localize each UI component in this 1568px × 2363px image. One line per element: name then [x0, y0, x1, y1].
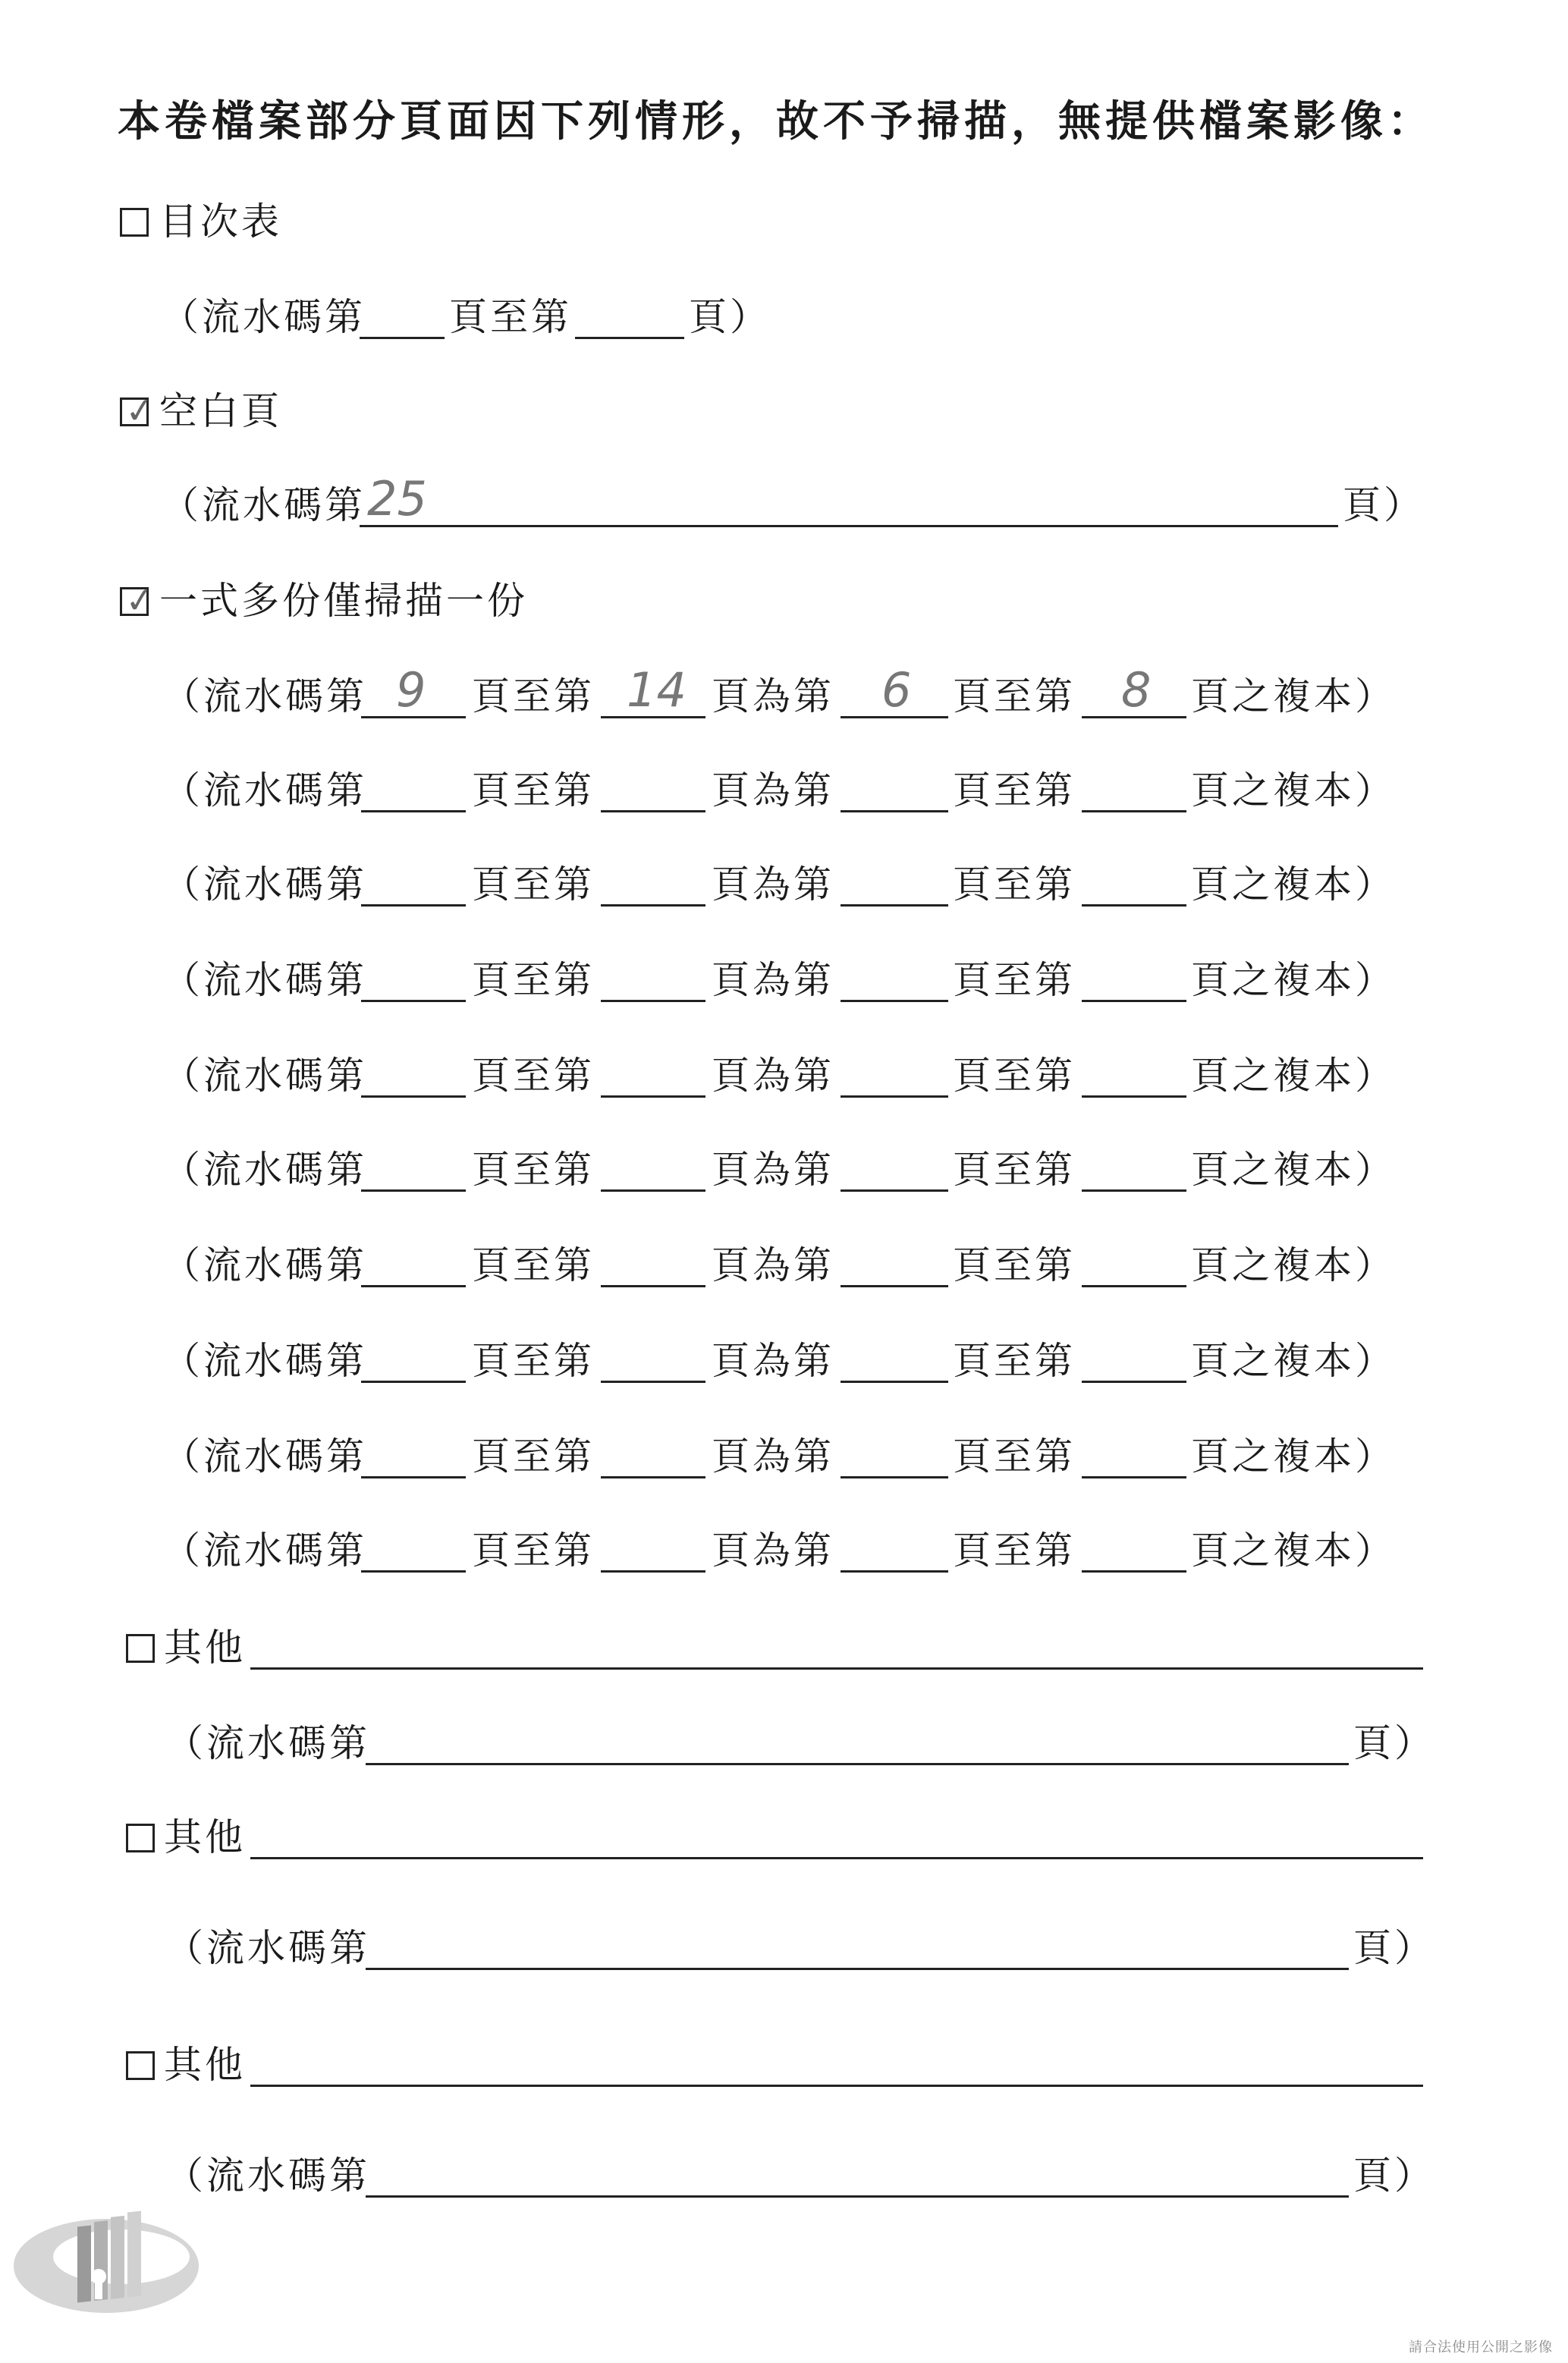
other-close: 頁）: [1353, 1926, 1435, 1970]
copy-end-label: 頁之複本）: [1191, 1529, 1396, 1573]
check-mark-icon: ✓: [123, 388, 157, 432]
other-description-blank[interactable]: [250, 1667, 1423, 1670]
serial-prefix: （流水碼第: [161, 295, 366, 339]
serial-prefix: （流水碼第: [162, 1243, 367, 1287]
page-as-label: 頁為第: [712, 1434, 834, 1478]
copy-end-label: 頁之複本）: [1191, 958, 1396, 1002]
footer-notice: 請合法使用公開之影像: [1409, 2339, 1553, 2355]
to-page-blank[interactable]: [601, 1095, 705, 1098]
blank-serial-value: 25: [367, 471, 427, 526]
from-page-blank[interactable]: [361, 1381, 466, 1383]
copy-end-label: 頁之複本）: [1191, 1054, 1396, 1098]
other-serial-row: [0, 1720, 1568, 1781]
other-serial-row: [0, 2153, 1568, 2214]
copy-range-row: [0, 957, 1568, 1018]
from-page-blank[interactable]: [361, 810, 466, 812]
handwritten-value: 14: [627, 662, 687, 718]
page-as-label: 頁為第: [712, 863, 834, 907]
copy-end-label: 頁之複本）: [1191, 1434, 1396, 1478]
orig-to-blank[interactable]: [1082, 1095, 1186, 1098]
orig-from-blank[interactable]: [841, 810, 948, 812]
page-as-label: 頁為第: [712, 1339, 834, 1383]
copy-end-label: 頁之複本）: [1191, 1243, 1396, 1287]
multi-label: 一式多份僅掃描一份: [159, 579, 528, 623]
page-to-label: 頁至第: [472, 1054, 595, 1098]
copy-end-label: 頁之複本）: [1191, 1339, 1396, 1383]
copy-range-row: [0, 1338, 1568, 1399]
archive-logo: [8, 2204, 205, 2325]
other-close: 頁）: [1353, 2154, 1435, 2198]
toc-label: 目次表: [159, 200, 282, 244]
page-to-label: 頁至第: [953, 1339, 1076, 1383]
from-page-blank[interactable]: [361, 1095, 466, 1098]
to-page-blank[interactable]: [601, 1476, 705, 1478]
orig-from-blank[interactable]: [841, 1095, 948, 1098]
page-to-label: 頁至第: [472, 1529, 595, 1573]
blank-checkbox[interactable]: [120, 388, 157, 432]
from-page-blank[interactable]: [361, 1189, 466, 1192]
serial-prefix: （流水碼第: [165, 1721, 370, 1765]
from-page-blank[interactable]: [361, 1570, 466, 1573]
page-to-label: 頁至第: [953, 1148, 1076, 1192]
page-as-label: 頁為第: [712, 1529, 834, 1573]
to-page-blank[interactable]: [601, 1285, 705, 1287]
page-as-label: 頁為第: [712, 768, 834, 812]
serial-prefix: （流水碼第: [162, 1529, 367, 1573]
page-to-label: 頁至第: [953, 958, 1076, 1002]
multi-checkbox[interactable]: [120, 578, 157, 622]
handwritten-value: 9: [396, 662, 426, 718]
orig-from-blank[interactable]: [841, 1000, 948, 1002]
orig-from-blank[interactable]: [841, 1570, 948, 1573]
section-toc: [0, 199, 1568, 259]
toc-close: 頁）: [689, 295, 771, 339]
page-to-label: 頁至第: [472, 768, 595, 812]
from-page-blank[interactable]: [361, 1285, 466, 1287]
page-as-label: 頁為第: [712, 1054, 834, 1098]
page-to-label: 頁至第: [953, 674, 1076, 718]
copy-range-row: [0, 1147, 1568, 1208]
handwritten-value: 8: [1121, 662, 1152, 718]
orig-from-blank[interactable]: [841, 1381, 948, 1383]
copy-range-row: [0, 1053, 1568, 1114]
orig-from-blank[interactable]: [841, 904, 948, 907]
serial-prefix: （流水碼第: [162, 768, 367, 812]
page-as-label: 頁為第: [712, 674, 834, 718]
orig-to-blank[interactable]: [1082, 1570, 1186, 1573]
serial-prefix: （流水碼第: [162, 674, 367, 718]
page-to-label: 頁至第: [472, 1339, 595, 1383]
from-page-blank[interactable]: [361, 1000, 466, 1002]
page-to-label: 頁至第: [472, 1434, 595, 1478]
section-other: [0, 2042, 1568, 2103]
copy-range-row: [0, 1243, 1568, 1303]
other-description-blank[interactable]: [250, 1857, 1423, 1859]
to-page-blank[interactable]: [601, 810, 705, 812]
to-page-blank[interactable]: [601, 904, 705, 907]
to-page-blank[interactable]: [601, 1000, 705, 1002]
serial-prefix: （流水碼第: [162, 958, 367, 1002]
copy-end-label: 頁之複本）: [1191, 768, 1396, 812]
page-to-label: 頁至第: [472, 863, 595, 907]
orig-to-blank[interactable]: [1082, 904, 1186, 907]
serial-prefix: （流水碼第: [161, 483, 366, 527]
other-serial-blank[interactable]: [366, 1968, 1349, 1970]
orig-to-blank[interactable]: [1082, 1476, 1186, 1478]
page-to-label: 頁至第: [472, 958, 595, 1002]
page-as-label: 頁為第: [712, 1243, 834, 1287]
other-checkbox[interactable]: [126, 1824, 155, 1852]
page-as-label: 頁為第: [712, 1148, 834, 1192]
serial-prefix: （流水碼第: [162, 1434, 367, 1478]
to-page-blank[interactable]: [601, 1570, 705, 1573]
copy-range-row: [0, 662, 1568, 734]
page-as-label: 頁為第: [712, 958, 834, 1002]
other-serial-blank[interactable]: [366, 1763, 1349, 1765]
page-to-label: 頁至第: [953, 1243, 1076, 1287]
page-title: 本卷檔案部分頁面因下列情形，故不予掃描，無提供檔案影像：: [118, 96, 1434, 146]
from-page-blank[interactable]: [361, 904, 466, 907]
toc-to-blank[interactable]: [575, 337, 684, 339]
check-mark-icon: ✓: [123, 578, 157, 622]
toc-checkbox[interactable]: [120, 208, 149, 237]
handwritten-value: 6: [881, 662, 912, 718]
copy-range-row: [0, 768, 1568, 828]
serial-prefix: （流水碼第: [165, 1926, 370, 1970]
section-other: [0, 1815, 1568, 1875]
copy-range-row: [0, 1434, 1568, 1494]
serial-prefix: （流水碼第: [162, 1054, 367, 1098]
other-description-blank[interactable]: [250, 2085, 1423, 2087]
other-serial-blank[interactable]: [366, 2195, 1349, 2198]
page-to-label: 頁至第: [953, 863, 1076, 907]
from-page-blank[interactable]: [361, 1476, 466, 1478]
other-close: 頁）: [1353, 1721, 1435, 1765]
serial-prefix: （流水碼第: [162, 1339, 367, 1383]
copy-range-row: [0, 862, 1568, 922]
other-checkbox[interactable]: [126, 1634, 155, 1663]
page-to-label: 頁至第: [953, 768, 1076, 812]
title-row: [0, 96, 1568, 159]
other-checkbox[interactable]: [126, 2051, 155, 2080]
orig-to-blank[interactable]: [1082, 810, 1186, 812]
orig-to-blank[interactable]: [1082, 1381, 1186, 1383]
to-page-blank[interactable]: [601, 1381, 705, 1383]
to-page-blank[interactable]: [601, 1189, 705, 1192]
page-to-label: 頁至第: [472, 1148, 595, 1192]
copy-end-label: 頁之複本）: [1191, 863, 1396, 907]
toc-serial-row: [0, 294, 1568, 355]
page-to-label: 頁至第: [953, 1434, 1076, 1478]
section-other: [0, 1625, 1568, 1686]
other-label: 其他: [164, 1626, 246, 1670]
other-label: 其他: [164, 1815, 246, 1859]
serial-prefix: （流水碼第: [165, 2154, 370, 2198]
toc-from-blank[interactable]: [360, 337, 445, 339]
orig-from-blank[interactable]: [841, 1285, 948, 1287]
other-serial-row: [0, 1925, 1568, 1986]
copy-end-label: 頁之複本）: [1191, 1148, 1396, 1192]
toc-page-to: 頁至第: [449, 295, 572, 339]
blank-close: 頁）: [1343, 483, 1425, 527]
orig-from-blank[interactable]: [841, 1189, 948, 1192]
orig-to-blank[interactable]: [1082, 1000, 1186, 1002]
blank-serial-blank[interactable]: [360, 525, 1338, 527]
orig-to-blank[interactable]: [1082, 1189, 1186, 1192]
orig-to-blank[interactable]: [1082, 1285, 1186, 1287]
orig-from-blank[interactable]: [841, 1476, 948, 1478]
copy-end-label: 頁之複本）: [1191, 674, 1396, 718]
page-to-label: 頁至第: [472, 1243, 595, 1287]
page-to-label: 頁至第: [953, 1054, 1076, 1098]
copy-range-row: [0, 1528, 1568, 1588]
blank-serial-row: [0, 471, 1568, 543]
other-label: 其他: [164, 2043, 246, 2087]
blank-label: 空白頁: [159, 389, 282, 433]
serial-prefix: （流水碼第: [162, 1148, 367, 1192]
page-to-label: 頁至第: [472, 674, 595, 718]
page-to-label: 頁至第: [953, 1529, 1076, 1573]
serial-prefix: （流水碼第: [162, 863, 367, 907]
section-multi: [0, 578, 1568, 639]
section-blank: [0, 388, 1568, 449]
